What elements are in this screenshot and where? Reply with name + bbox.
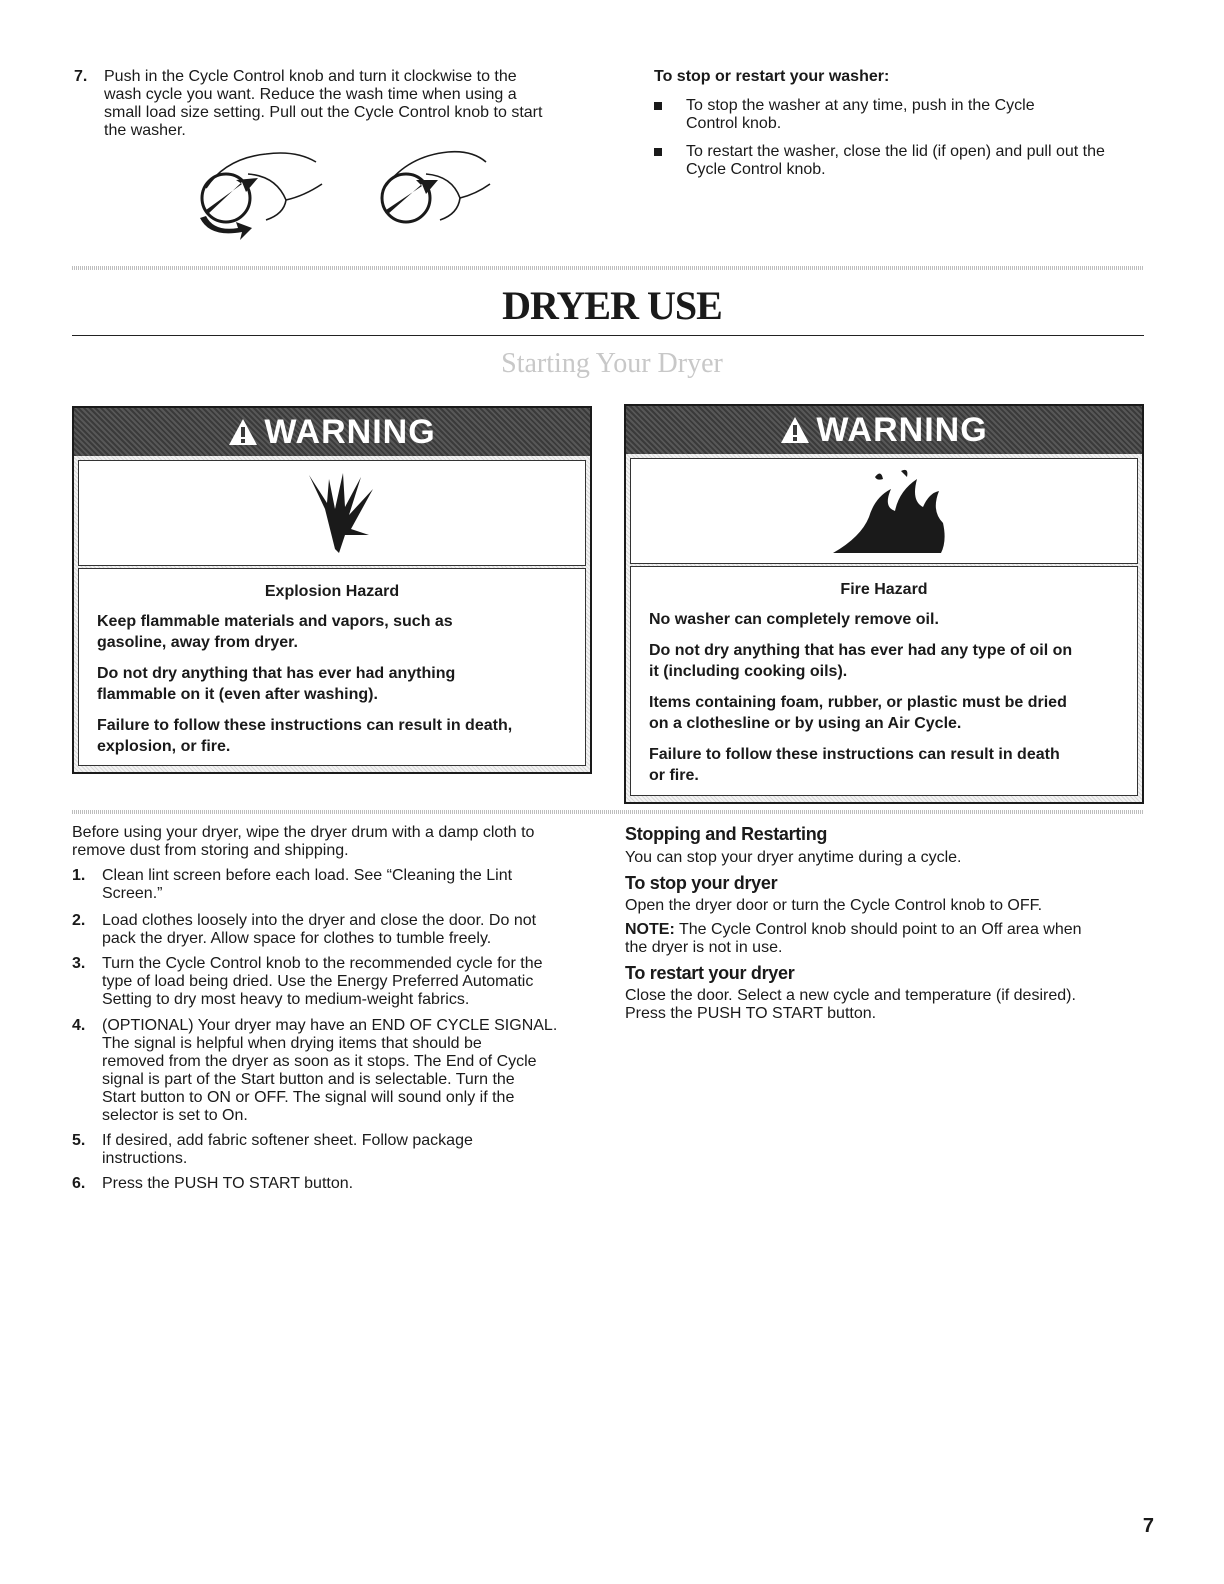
warning-line: Do not dry anything that has ever had any type of oil on: [649, 642, 1073, 659]
step-line: selector is set to On.: [102, 1107, 248, 1124]
hazard-title: Explosion Hazard: [264, 583, 400, 600]
note-paragraph: [625, 921, 1145, 957]
step-line: Setting to dry most heavy to medium-weight fabrics.: [102, 991, 470, 1008]
step-number: 6.: [72, 1175, 86, 1192]
step-7-line: the washer.: [104, 122, 186, 139]
step-number: 2.: [72, 912, 86, 929]
step-line: (OPTIONAL) Your dryer may have an END OF CYCLE SIGNAL.: [102, 1017, 558, 1034]
knob-push-turn-illustration: [186, 140, 496, 244]
fire-warning-box: [624, 404, 1144, 804]
fire-icon: [831, 467, 947, 555]
step-7-line: small load size setting. Pull out the Cycle Control knob to start: [104, 104, 543, 121]
warning-line: Keep flammable materials and vapors, such as: [97, 613, 453, 630]
warning-triangle-icon: [228, 418, 258, 446]
warning-label: WARNING: [264, 412, 436, 451]
restart-line: Close the door. Select a new cycle and temperature (if desired).: [625, 987, 1076, 1004]
stopping-intro: You can stop your dryer anytime during a cycle.: [625, 849, 962, 866]
step-line: pack the dryer. Allow space for clothes to tumble freely.: [102, 930, 492, 947]
step-line: Press the PUSH TO START button.: [102, 1175, 354, 1192]
warning-triangle-icon: [780, 416, 810, 444]
explosion-warning-box: [72, 406, 592, 774]
warning-line: Failure to follow these instructions can result in death,: [97, 717, 513, 734]
explosion-image: [78, 460, 586, 566]
bullet-line: To restart the washer, close the lid (if open) and pull out the: [686, 143, 1105, 160]
step-line: Screen.”: [102, 885, 163, 902]
step-line: instructions.: [102, 1150, 188, 1167]
warning-text-panel: [630, 566, 1138, 796]
step-number: 7.: [74, 68, 88, 85]
step-number: 4.: [72, 1017, 86, 1034]
bullet-square-icon: [654, 102, 662, 110]
warning-line: gasoline, away from dryer.: [97, 634, 298, 651]
restart-line: Press the PUSH TO START button.: [625, 1005, 877, 1022]
step-line: Clean lint screen before each load. See “Cleaning the Lint: [102, 867, 513, 884]
warning-line: No washer can completely remove oil.: [649, 611, 939, 628]
step-7-line: wash cycle you want. Reduce the wash time when using a: [104, 86, 517, 103]
hazard-title: Fire Hazard: [840, 581, 928, 598]
warning-line: it (including cooking oils).: [649, 663, 848, 680]
stop-dryer-heading: To stop your dryer: [625, 873, 778, 893]
step-line: removed from the dryer as soon as it stops. The End of Cycle: [102, 1053, 537, 1070]
section-subtitle: Starting Your Dryer: [501, 348, 723, 379]
warning-line: Items containing foam, rubber, or plastic must be dried: [649, 694, 1067, 711]
stopping-restarting-heading: Stopping and Restarting: [625, 824, 828, 844]
bullet-line: To stop the washer at any time, push in the Cycle: [686, 97, 1035, 114]
page-number: 7: [1142, 1515, 1154, 1537]
warning-line: Do not dry anything that has ever had anything: [97, 665, 456, 682]
warning-line: Failure to follow these instructions can result in death: [649, 746, 1060, 763]
warning-header: [74, 408, 590, 456]
step-line: Load clothes loosely into the dryer and close the door. Do not: [102, 912, 537, 929]
restart-dryer-text: [625, 987, 1145, 1023]
warning-header: [626, 406, 1142, 454]
step-number: 1.: [72, 867, 86, 884]
restart-dryer-heading: To restart your dryer: [625, 963, 795, 983]
note-line: The Cycle Control knob should point to an Off area when: [674, 921, 1082, 938]
bullet-square-icon: [654, 148, 662, 156]
section-divider: [72, 810, 1144, 814]
bullet-line: Control knob.: [686, 115, 782, 132]
step-line: type of load being dried. Use the Energy Preferred Automatic: [102, 973, 534, 990]
intro-paragraph: [72, 824, 602, 860]
warning-label: WARNING: [816, 410, 988, 449]
step-line: signal is part of the Start button and is selectable. Turn the: [102, 1071, 515, 1088]
step-number: 5.: [72, 1132, 86, 1149]
intro-line: Before using your dryer, wipe the dryer drum with a damp cloth to: [72, 824, 535, 841]
intro-line: remove dust from storing and shipping.: [72, 842, 349, 859]
warning-line: explosion, or fire.: [97, 738, 231, 755]
explosion-icon: [295, 469, 375, 555]
bullet-line: Cycle Control knob.: [686, 161, 826, 178]
warning-line: or fire.: [649, 767, 699, 784]
warning-text-panel: [78, 568, 586, 766]
stop-dryer-text: Open the dryer door or turn the Cycle Control knob to OFF.: [625, 897, 1043, 914]
step-line: If desired, add fabric softener sheet. Follow package: [102, 1132, 473, 1149]
page-title: DRYER USE: [502, 283, 722, 328]
step-7-line: Push in the Cycle Control knob and turn it clockwise to the: [104, 68, 517, 85]
step-number: 3.: [72, 955, 86, 972]
note-label: NOTE:: [625, 921, 675, 938]
warning-line: on a clothesline or by using an Air Cycle.: [649, 715, 962, 732]
step-line: Start button to ON or OFF. The signal will sound only if the: [102, 1089, 515, 1106]
title-underline: [72, 335, 1144, 336]
stop-restart-washer-heading: To stop or restart your washer:: [654, 68, 890, 85]
section-divider: [72, 266, 1144, 270]
note-line: the dryer is not in use.: [625, 939, 783, 956]
step-line: The signal is helpful when drying items that should be: [102, 1035, 482, 1052]
step-line: Turn the Cycle Control knob to the recommended cycle for the: [102, 955, 543, 972]
fire-image: [630, 458, 1138, 564]
warning-line: flammable on it (even after washing).: [97, 686, 378, 703]
